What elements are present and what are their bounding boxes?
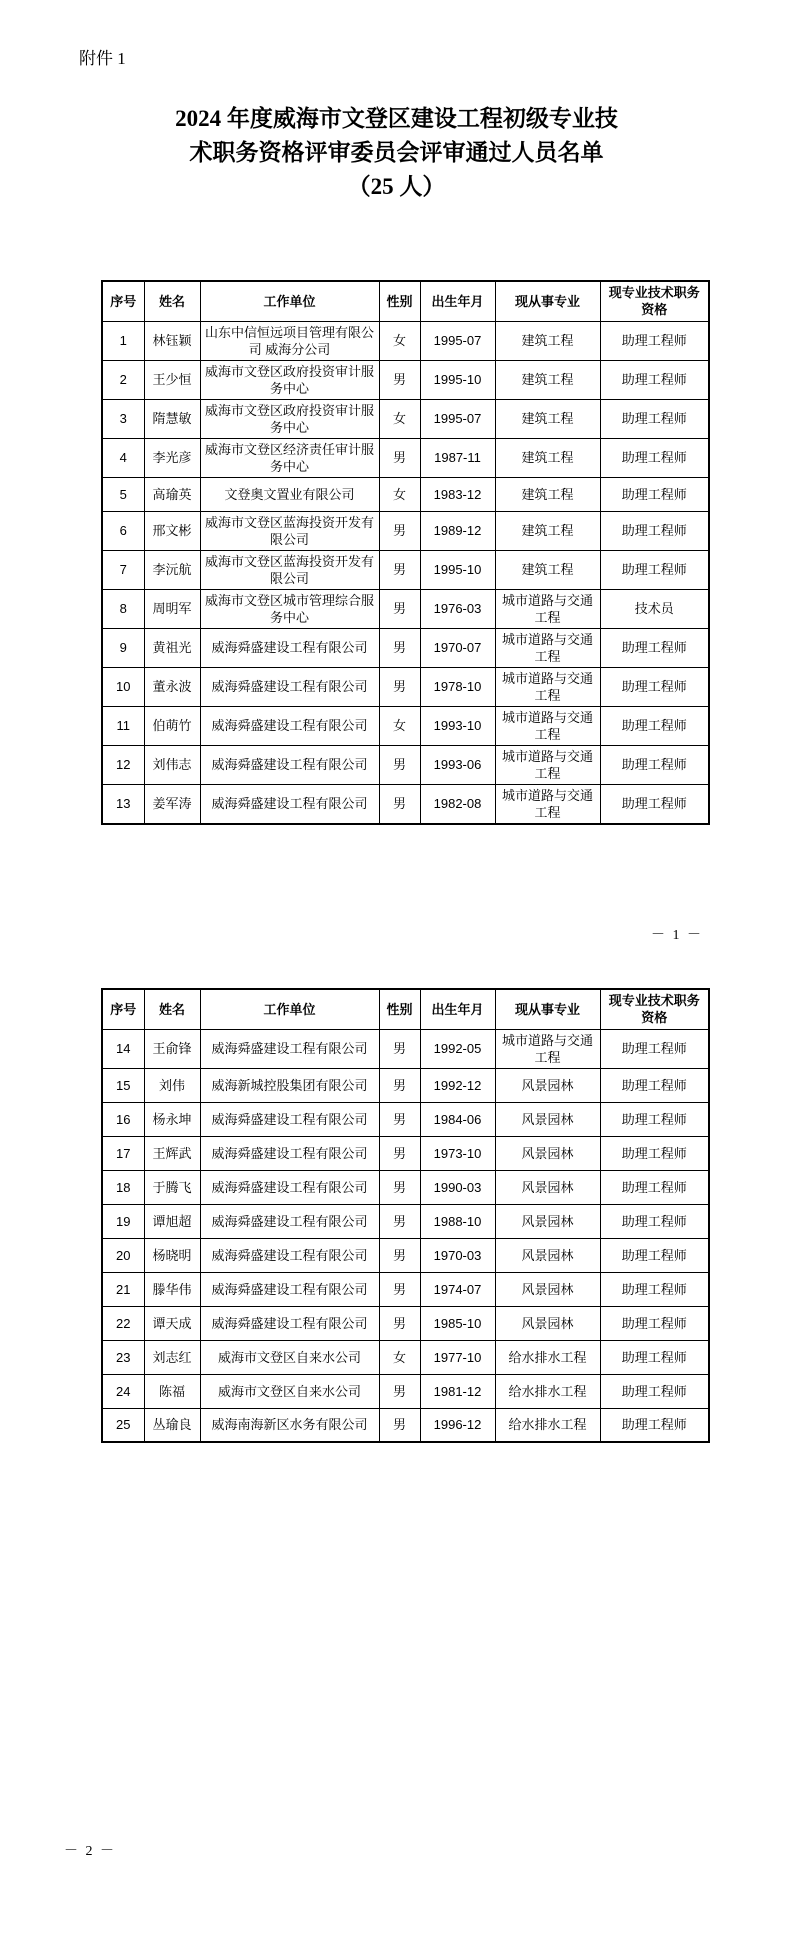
cell-title: 助理工程师: [600, 550, 709, 589]
cell-name: 刘伟: [144, 1068, 200, 1102]
cell-name: 李光彦: [144, 438, 200, 477]
table-row: [102, 1238, 709, 1272]
table-row: [102, 511, 709, 550]
cell-no: 19: [102, 1204, 144, 1238]
cell-birth: 1974-07: [420, 1272, 495, 1306]
cell-no: 10: [102, 667, 144, 706]
cell-major: 城市道路与交通工程: [495, 667, 600, 706]
cell-unit: 威海市文登区蓝海投资开发有限公司: [200, 511, 379, 550]
cell-name: 邢文彬: [144, 511, 200, 550]
cell-no: 21: [102, 1272, 144, 1306]
cell-unit: 威海舜盛建设工程有限公司: [200, 1204, 379, 1238]
cell-birth: 1978-10: [420, 667, 495, 706]
cell-no: 2: [102, 360, 144, 399]
table-row: [102, 438, 709, 477]
cell-title: 助理工程师: [600, 1170, 709, 1204]
cell-title: 助理工程师: [600, 1340, 709, 1374]
cell-unit: 威海舜盛建设工程有限公司: [200, 1306, 379, 1340]
title-line-2: 术职务资格评审委员会评审通过人员名单: [189, 140, 604, 165]
cell-major: 风景园林: [495, 1102, 600, 1136]
cell-gender: 女: [379, 1340, 420, 1374]
table-row: [102, 667, 709, 706]
cell-name: 陈福: [144, 1374, 200, 1408]
cell-unit: 威海舜盛建设工程有限公司: [200, 1170, 379, 1204]
cell-gender: 男: [379, 589, 420, 628]
cell-major: 城市道路与交通工程: [495, 745, 600, 784]
cell-title: 助理工程师: [600, 1408, 709, 1442]
cell-gender: 男: [379, 550, 420, 589]
cell-birth: 1985-10: [420, 1306, 495, 1340]
cell-birth: 1992-12: [420, 1068, 495, 1102]
page-number-1: － 1 －: [651, 928, 703, 943]
table-row: [102, 1136, 709, 1170]
cell-birth: 1993-06: [420, 745, 495, 784]
cell-birth: 1996-12: [420, 1408, 495, 1442]
header-cell-major: 现从事专业: [495, 989, 600, 1029]
cell-no: 20: [102, 1238, 144, 1272]
cell-unit: 威海市文登区政府投资审计服务中心: [200, 360, 379, 399]
table-row: [102, 706, 709, 745]
header-cell-title: 现专业技术职务资格: [600, 281, 709, 321]
cell-name: 杨晓明: [144, 1238, 200, 1272]
cell-birth: 1970-03: [420, 1238, 495, 1272]
cell-birth: 1992-05: [420, 1029, 495, 1068]
cell-major: 建筑工程: [495, 360, 600, 399]
cell-gender: 女: [379, 706, 420, 745]
cell-name: 杨永坤: [144, 1102, 200, 1136]
cell-title: 助理工程师: [600, 1238, 709, 1272]
cell-name: 王辉武: [144, 1136, 200, 1170]
cell-name: 高瑜英: [144, 477, 200, 511]
cell-birth: 1976-03: [420, 589, 495, 628]
cell-unit: 威海舜盛建设工程有限公司: [200, 667, 379, 706]
cell-unit: 威海舜盛建设工程有限公司: [200, 1136, 379, 1170]
cell-major: 风景园林: [495, 1068, 600, 1102]
header-cell-name: 姓名: [144, 989, 200, 1029]
table-row: [102, 1068, 709, 1102]
header-cell-title: 现专业技术职务资格: [600, 989, 709, 1029]
cell-gender: 男: [379, 1068, 420, 1102]
cell-gender: 男: [379, 438, 420, 477]
cell-name: 林钰颖: [144, 321, 200, 360]
table-row: [102, 360, 709, 399]
cell-birth: 1984-06: [420, 1102, 495, 1136]
cell-name: 周明军: [144, 589, 200, 628]
table-row: [102, 1170, 709, 1204]
cell-birth: 1977-10: [420, 1340, 495, 1374]
cell-title: 助理工程师: [600, 1374, 709, 1408]
cell-no: 22: [102, 1306, 144, 1340]
cell-birth: 1982-08: [420, 784, 495, 824]
cell-unit: 威海市文登区自来水公司: [200, 1340, 379, 1374]
cell-major: 城市道路与交通工程: [495, 784, 600, 824]
cell-major: 风景园林: [495, 1204, 600, 1238]
cell-no: 24: [102, 1374, 144, 1408]
cell-gender: 男: [379, 1272, 420, 1306]
cell-title: 助理工程师: [600, 784, 709, 824]
cell-unit: 威海新城控股集团有限公司: [200, 1068, 379, 1102]
table-header-row: [102, 989, 709, 1029]
table-row: [102, 589, 709, 628]
cell-major: 城市道路与交通工程: [495, 1029, 600, 1068]
table-row: [102, 1102, 709, 1136]
cell-gender: 男: [379, 360, 420, 399]
cell-no: 25: [102, 1408, 144, 1442]
cell-gender: 男: [379, 628, 420, 667]
cell-unit: 威海市文登区政府投资审计服务中心: [200, 399, 379, 438]
cell-unit: 文登奥文置业有限公司: [200, 477, 379, 511]
cell-birth: 1987-11: [420, 438, 495, 477]
cell-title: 技术员: [600, 589, 709, 628]
cell-major: 城市道路与交通工程: [495, 706, 600, 745]
cell-major: 风景园林: [495, 1272, 600, 1306]
cell-no: 13: [102, 784, 144, 824]
cell-name: 隋慧敏: [144, 399, 200, 438]
cell-name: 滕华伟: [144, 1272, 200, 1306]
attachment-label: 附件 1: [79, 49, 126, 68]
roster-table-page1: [101, 280, 710, 825]
cell-name: 王俞锋: [144, 1029, 200, 1068]
header-cell-birth: 出生年月: [420, 281, 495, 321]
page-number-2: － 2 －: [64, 1844, 116, 1859]
cell-gender: 女: [379, 399, 420, 438]
cell-title: 助理工程师: [600, 438, 709, 477]
cell-name: 谭天成: [144, 1306, 200, 1340]
header-cell-birth: 出生年月: [420, 989, 495, 1029]
header-cell-unit: 工作单位: [200, 989, 379, 1029]
cell-major: 建筑工程: [495, 321, 600, 360]
cell-title: 助理工程师: [600, 1204, 709, 1238]
cell-title: 助理工程师: [600, 321, 709, 360]
table-row: [102, 1408, 709, 1442]
cell-title: 助理工程师: [600, 706, 709, 745]
table-row: [102, 1306, 709, 1340]
cell-major: 风景园林: [495, 1238, 600, 1272]
cell-birth: 1995-07: [420, 321, 495, 360]
cell-birth: 1995-10: [420, 360, 495, 399]
cell-gender: 男: [379, 667, 420, 706]
cell-title: 助理工程师: [600, 1306, 709, 1340]
cell-title: 助理工程师: [600, 667, 709, 706]
cell-birth: 1995-07: [420, 399, 495, 438]
cell-unit: 威海舜盛建设工程有限公司: [200, 745, 379, 784]
cell-title: 助理工程师: [600, 1272, 709, 1306]
cell-unit: 威海舜盛建设工程有限公司: [200, 1238, 379, 1272]
cell-major: 建筑工程: [495, 511, 600, 550]
cell-unit: 威海市文登区经济责任审计服务中心: [200, 438, 379, 477]
table-row: [102, 1374, 709, 1408]
cell-name: 董永波: [144, 667, 200, 706]
cell-no: 18: [102, 1170, 144, 1204]
cell-name: 姜军涛: [144, 784, 200, 824]
cell-unit: 威海舜盛建设工程有限公司: [200, 1102, 379, 1136]
table-row: [102, 784, 709, 824]
cell-title: 助理工程师: [600, 399, 709, 438]
cell-unit: 威海市文登区城市管理综合服务中心: [200, 589, 379, 628]
cell-gender: 男: [379, 1374, 420, 1408]
cell-gender: 女: [379, 477, 420, 511]
cell-major: 风景园林: [495, 1136, 600, 1170]
cell-title: 助理工程师: [600, 360, 709, 399]
cell-major: 建筑工程: [495, 399, 600, 438]
table-row: [102, 477, 709, 511]
cell-major: 给水排水工程: [495, 1374, 600, 1408]
cell-no: 17: [102, 1136, 144, 1170]
cell-major: 风景园林: [495, 1170, 600, 1204]
cell-gender: 男: [379, 1029, 420, 1068]
cell-gender: 男: [379, 1306, 420, 1340]
cell-no: 6: [102, 511, 144, 550]
cell-gender: 男: [379, 745, 420, 784]
cell-title: 助理工程师: [600, 1068, 709, 1102]
cell-gender: 男: [379, 1170, 420, 1204]
table-row: [102, 1204, 709, 1238]
cell-gender: 男: [379, 1238, 420, 1272]
table-row: [102, 628, 709, 667]
cell-no: 16: [102, 1102, 144, 1136]
cell-gender: 男: [379, 1102, 420, 1136]
cell-no: 12: [102, 745, 144, 784]
table-row: [102, 399, 709, 438]
document-title: [40, 102, 753, 204]
header-cell-no: 序号: [102, 281, 144, 321]
header-cell-unit: 工作单位: [200, 281, 379, 321]
cell-title: 助理工程师: [600, 511, 709, 550]
cell-no: 1: [102, 321, 144, 360]
cell-title: 助理工程师: [600, 477, 709, 511]
cell-unit: 威海舜盛建设工程有限公司: [200, 706, 379, 745]
cell-birth: 1989-12: [420, 511, 495, 550]
cell-birth: 1988-10: [420, 1204, 495, 1238]
header-cell-name: 姓名: [144, 281, 200, 321]
cell-major: 给水排水工程: [495, 1340, 600, 1374]
cell-name: 伯萌竹: [144, 706, 200, 745]
table-row: [102, 745, 709, 784]
cell-major: 建筑工程: [495, 438, 600, 477]
cell-title: 助理工程师: [600, 1102, 709, 1136]
cell-no: 8: [102, 589, 144, 628]
table-row: [102, 1029, 709, 1068]
header-cell-major: 现从事专业: [495, 281, 600, 321]
cell-title: 助理工程师: [600, 745, 709, 784]
title-line-3: （25 人）: [347, 174, 446, 199]
cell-title: 助理工程师: [600, 1136, 709, 1170]
cell-birth: 1970-07: [420, 628, 495, 667]
cell-no: 5: [102, 477, 144, 511]
cell-birth: 1973-10: [420, 1136, 495, 1170]
table-row: [102, 550, 709, 589]
cell-unit: 威海市文登区自来水公司: [200, 1374, 379, 1408]
cell-major: 给水排水工程: [495, 1408, 600, 1442]
cell-no: 14: [102, 1029, 144, 1068]
cell-unit: 威海舜盛建设工程有限公司: [200, 784, 379, 824]
cell-birth: 1995-10: [420, 550, 495, 589]
cell-unit: 威海舜盛建设工程有限公司: [200, 628, 379, 667]
cell-name: 刘伟志: [144, 745, 200, 784]
cell-birth: 1990-03: [420, 1170, 495, 1204]
cell-name: 谭旭超: [144, 1204, 200, 1238]
cell-name: 黄祖光: [144, 628, 200, 667]
cell-no: 11: [102, 706, 144, 745]
title-line-1: 2024 年度威海市文登区建设工程初级专业技: [175, 106, 618, 131]
cell-birth: 1983-12: [420, 477, 495, 511]
cell-major: 城市道路与交通工程: [495, 589, 600, 628]
cell-unit: 威海舜盛建设工程有限公司: [200, 1029, 379, 1068]
cell-no: 3: [102, 399, 144, 438]
cell-no: 9: [102, 628, 144, 667]
table-row: [102, 1340, 709, 1374]
cell-gender: 男: [379, 1136, 420, 1170]
cell-name: 丛瑜良: [144, 1408, 200, 1442]
cell-gender: 男: [379, 1204, 420, 1238]
cell-no: 4: [102, 438, 144, 477]
cell-unit: 山东中信恒远项目管理有限公司 威海分公司: [200, 321, 379, 360]
cell-major: 建筑工程: [495, 477, 600, 511]
cell-unit: 威海南海新区水务有限公司: [200, 1408, 379, 1442]
roster-table-page2: [101, 988, 710, 1443]
cell-gender: 男: [379, 511, 420, 550]
cell-name: 于腾飞: [144, 1170, 200, 1204]
cell-name: 王少恒: [144, 360, 200, 399]
header-cell-no: 序号: [102, 989, 144, 1029]
cell-gender: 男: [379, 1408, 420, 1442]
header-cell-gender: 性别: [379, 281, 420, 321]
cell-major: 风景园林: [495, 1306, 600, 1340]
cell-birth: 1993-10: [420, 706, 495, 745]
header-cell-gender: 性别: [379, 989, 420, 1029]
cell-unit: 威海市文登区蓝海投资开发有限公司: [200, 550, 379, 589]
table-row: [102, 321, 709, 360]
cell-name: 李沅航: [144, 550, 200, 589]
cell-title: 助理工程师: [600, 628, 709, 667]
cell-major: 城市道路与交通工程: [495, 628, 600, 667]
cell-no: 23: [102, 1340, 144, 1374]
cell-no: 15: [102, 1068, 144, 1102]
cell-major: 建筑工程: [495, 550, 600, 589]
cell-title: 助理工程师: [600, 1029, 709, 1068]
table-row: [102, 1272, 709, 1306]
cell-birth: 1981-12: [420, 1374, 495, 1408]
table-header-row: [102, 281, 709, 321]
cell-unit: 威海舜盛建设工程有限公司: [200, 1272, 379, 1306]
cell-gender: 女: [379, 321, 420, 360]
cell-name: 刘志红: [144, 1340, 200, 1374]
cell-gender: 男: [379, 784, 420, 824]
cell-no: 7: [102, 550, 144, 589]
